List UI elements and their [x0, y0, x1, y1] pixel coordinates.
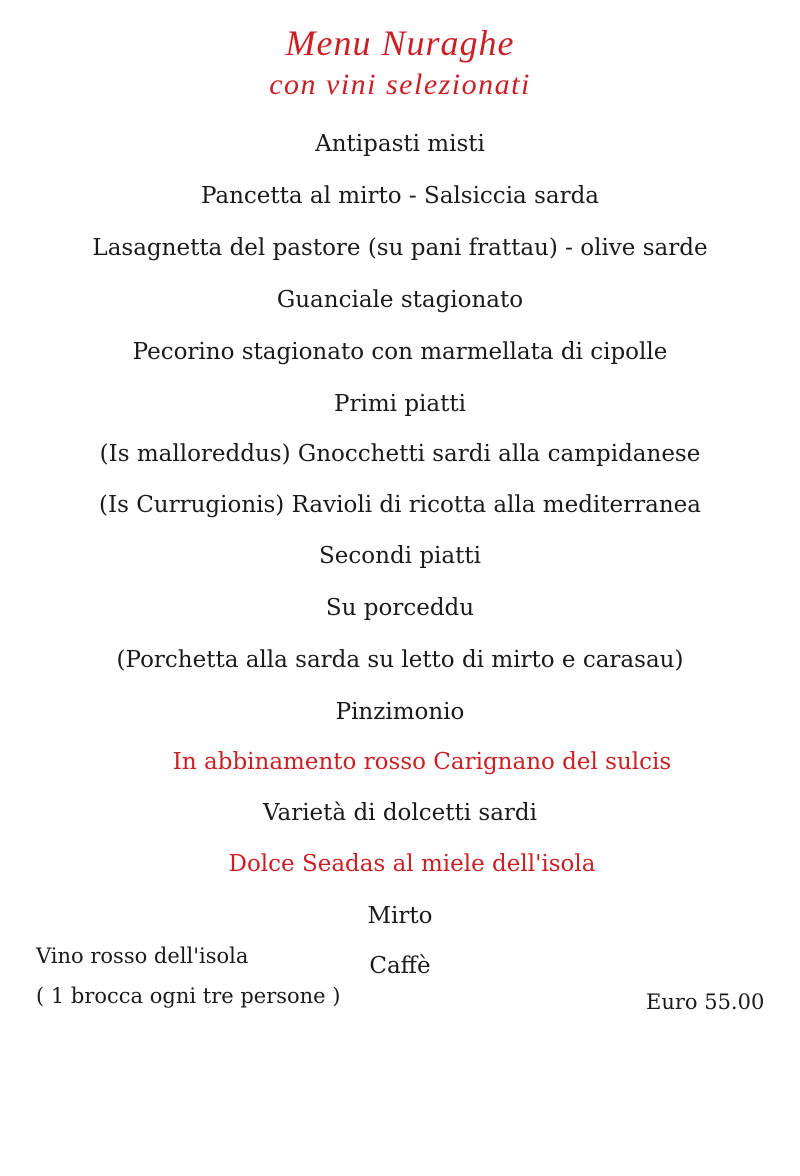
- menu-item: Pinzimonio: [335, 699, 465, 725]
- menu-item: (Porchetta alla sarda su letto di mirto e carasau): [116, 647, 684, 673]
- menu-item-primi-heading: Primi piatti: [334, 391, 466, 417]
- wine-note-detail: ( 1 brocca ogni tre persone ): [36, 984, 341, 1008]
- menu-item: Mirto: [367, 903, 433, 929]
- menu-item: Guanciale stagionato: [276, 287, 524, 313]
- menu-subtitle: con vini selezionati: [269, 68, 531, 101]
- menu-item: Lasagnetta del pastore (su pani frattau) - olive sarde: [92, 235, 708, 261]
- wine-pairing: In abbinamento rosso Carignano del sulcis: [172, 749, 672, 775]
- menu-item: (Is Currugionis) Ravioli di ricotta alla mediterranea: [99, 492, 701, 518]
- menu-item-dolci: Varietà di dolcetti sardi: [263, 800, 537, 826]
- menu-item: Pancetta al mirto - Salsiccia sarda: [200, 183, 600, 209]
- price: Euro 55.00: [646, 990, 765, 1014]
- menu-item: (Is malloreddus) Gnocchetti sardi alla campidanese: [99, 441, 701, 467]
- menu-item: Pecorino stagionato con marmellata di cipolle: [132, 339, 668, 365]
- menu-item-secondi-heading: Secondi piatti: [319, 543, 481, 569]
- menu-title: Menu Nuraghe: [285, 23, 515, 63]
- wine-note: Vino rosso dell'isola: [36, 944, 249, 968]
- menu-item: Su porceddu: [325, 595, 475, 621]
- menu-item: Caffè: [369, 953, 431, 979]
- dessert-special: Dolce Seadas al miele dell'isola: [228, 851, 596, 877]
- menu-item-antipasti-heading: Antipasti misti: [315, 131, 485, 157]
